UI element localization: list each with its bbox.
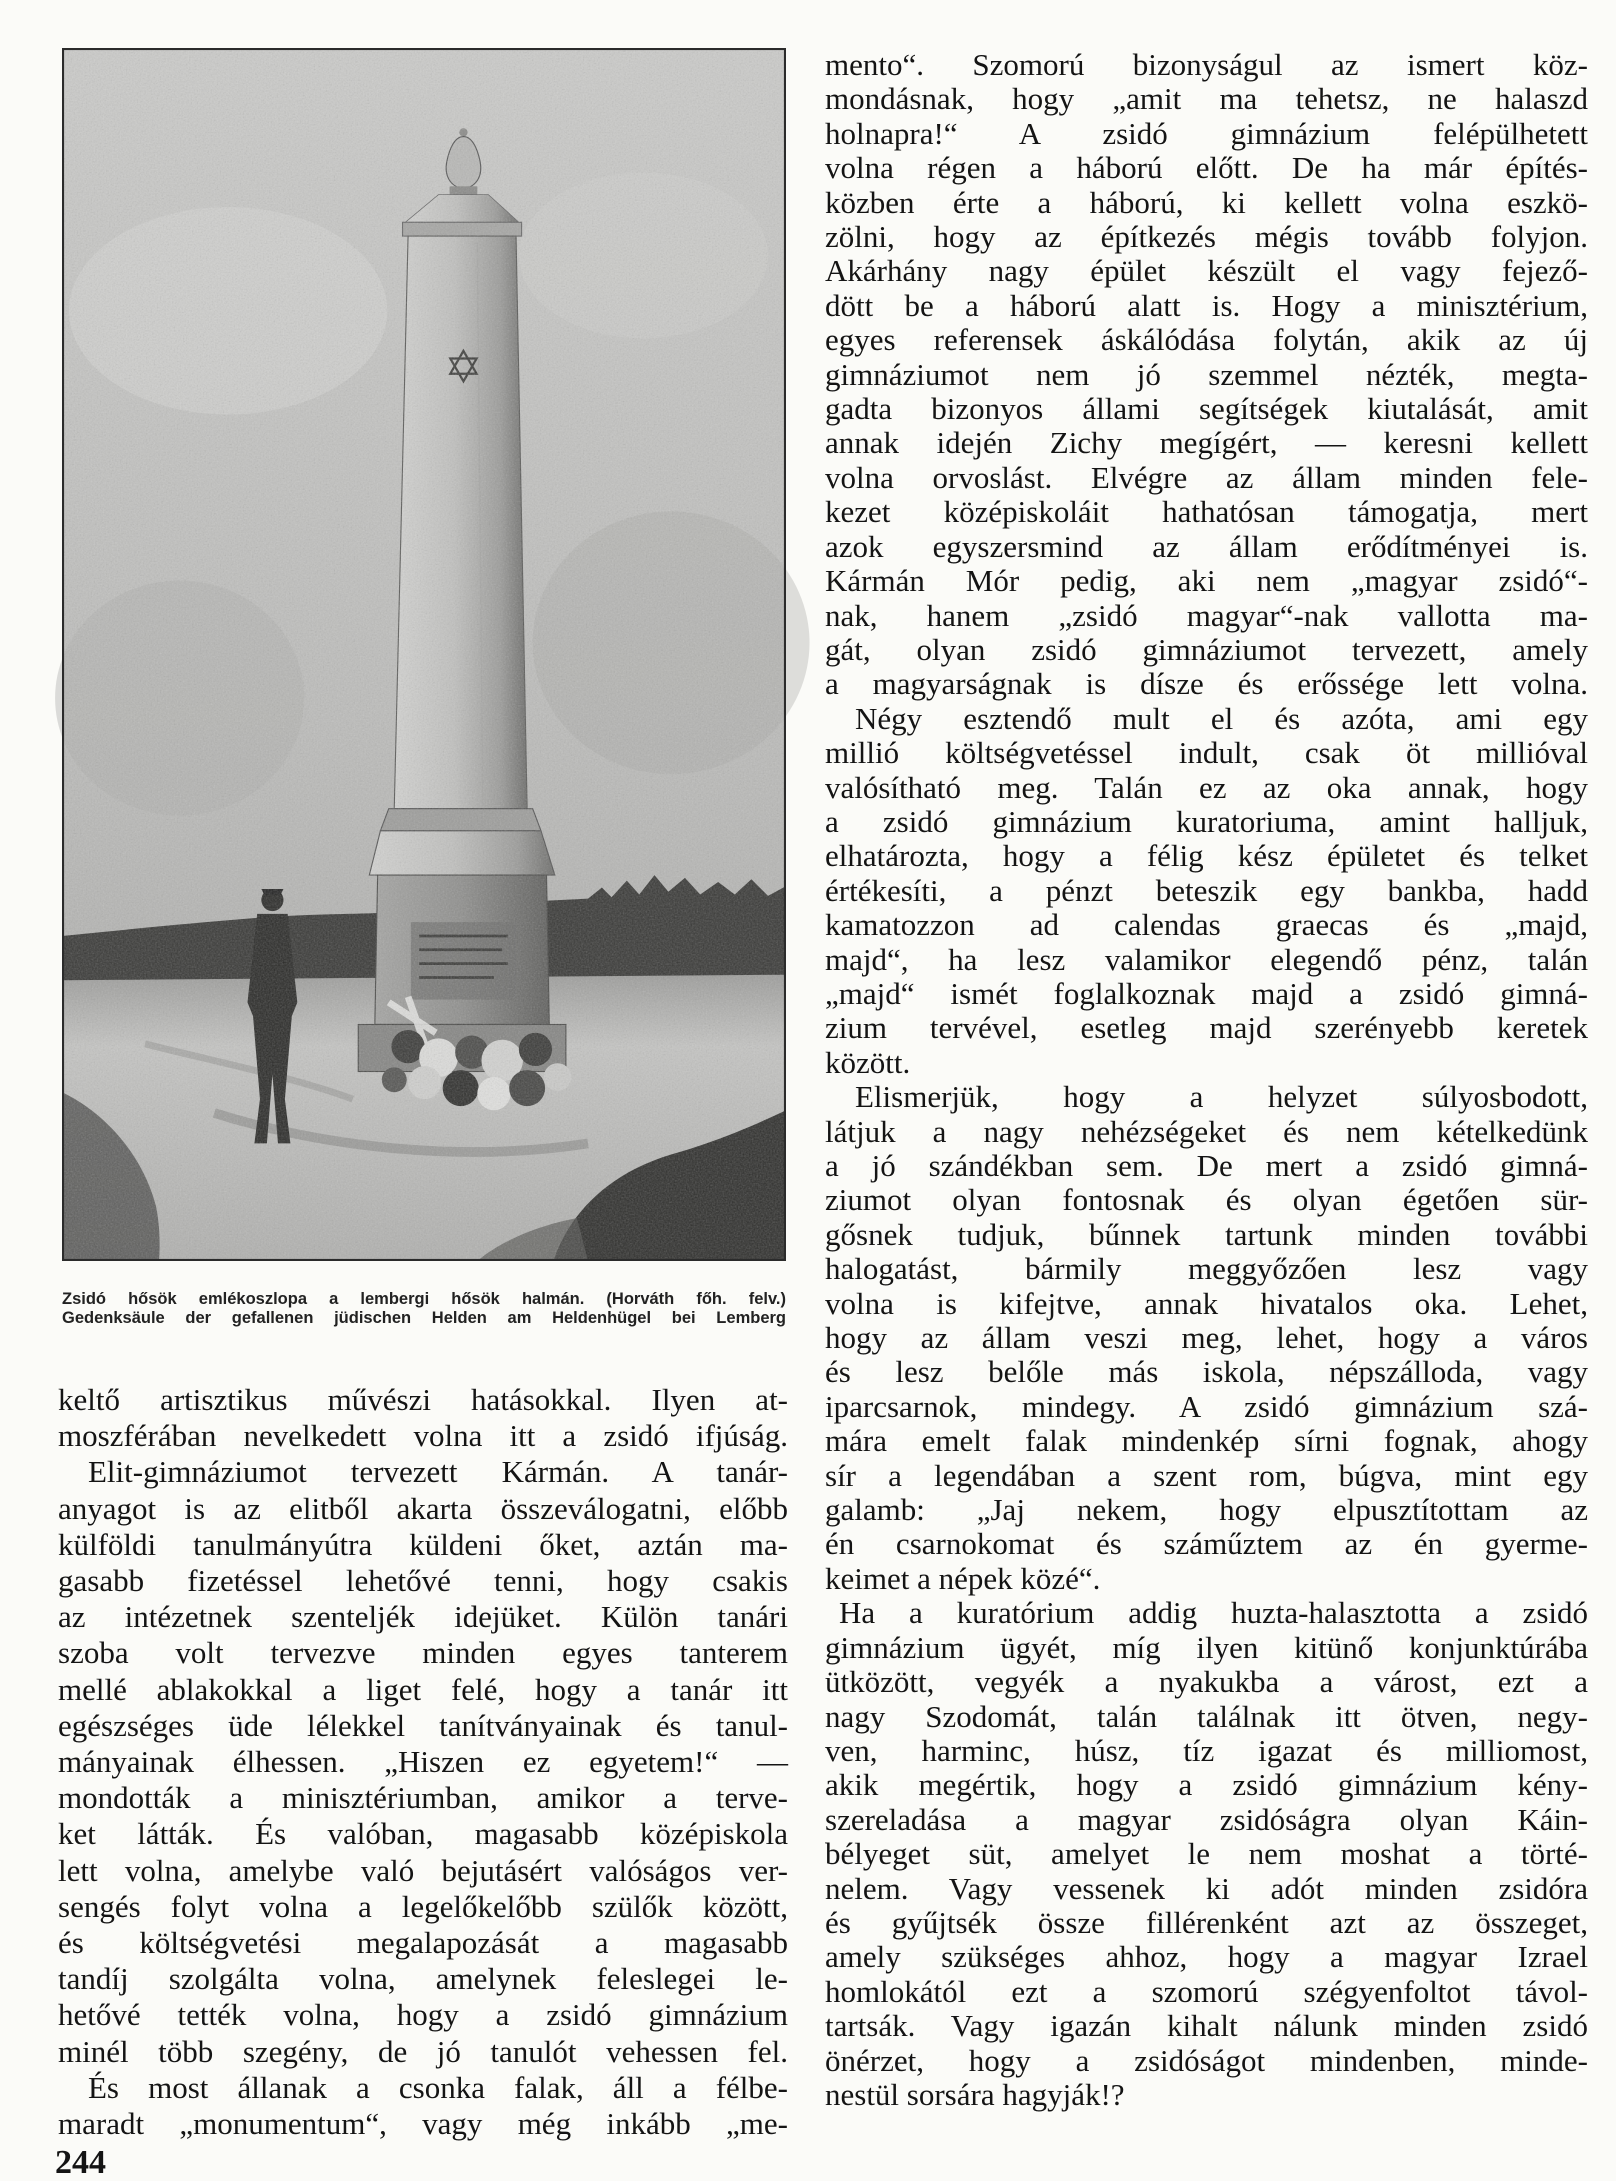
text-line: minél több szegény, de jó tanulót vehessen fel. bbox=[58, 2033, 788, 2069]
text-line: nelem. Vagy vessenek ki adót minden zsidóra bbox=[825, 1870, 1588, 1906]
text-line: mányainak élhessen. „Hiszen ez egyetem!“ — bbox=[58, 1744, 788, 1780]
text-line: és költségvetési megalapozását a magasabb bbox=[58, 1925, 788, 1961]
text-line: közben érte a háború, ki kellett volna eszkö- bbox=[825, 184, 1588, 220]
halftone-grain bbox=[62, 48, 786, 1261]
text-line: millió költségvetéssel indult, csak öt millióval bbox=[825, 735, 1588, 771]
text-line: bélyeget süt, amelyet le nem moshat a törté- bbox=[825, 1836, 1588, 1872]
caption-german: Gedenksäule der gefallenen jüdischen Helden am Heldenhügel bei Lemberg bbox=[62, 1309, 786, 1327]
text-line: és gyűjtsék össze fillérenként azt az összeget, bbox=[825, 1904, 1588, 1940]
text-line: mondásnak, hogy „amit ma tehetsz, ne halaszd bbox=[825, 81, 1588, 117]
text-line: valósítható meg. Talán ez az oka annak, hogy bbox=[825, 769, 1588, 805]
text-line: gősnek tudjuk, bűnnek tartunk minden további bbox=[825, 1216, 1588, 1252]
text-line: Elismerjük, hogy a helyzet súlyosbodott, bbox=[855, 1079, 1588, 1115]
text-line: Kármán Mór pedig, aki nem „magyar zsidó“- bbox=[825, 563, 1588, 599]
memorial-photo-image bbox=[62, 48, 786, 1261]
text-line: és lesz belőle más iskola, népszálloda, vagy bbox=[825, 1354, 1588, 1390]
text-line: anyagot is az elitből akarta összeválogatni, előbb bbox=[58, 1490, 788, 1526]
text-line: mondották a minisztériumban, amikor a terve- bbox=[58, 1780, 788, 1816]
text-line: értékesíti, a pénzt beteszik egy bankba, hadd bbox=[825, 872, 1588, 908]
text-line: galamb: „Jaj nekem, hogy elpusztítottam az bbox=[825, 1492, 1588, 1528]
text-line: zölni, hogy az építkezés mégis tovább folyjon. bbox=[825, 219, 1588, 255]
text-line: mento“. Szomorú bizonyságul az ismert köz- bbox=[825, 47, 1588, 82]
text-line: mellé ablakokkal a liget felé, hogy a tanár itt bbox=[58, 1671, 788, 1707]
text-line: nak, hanem „zsidó magyar“-nak vallotta ma- bbox=[825, 597, 1588, 633]
text-line: lett volna, amelybe való bejutásért valóságos ver- bbox=[58, 1852, 788, 1888]
text-line: gasabb fizetéssel lehetővé tenni, hogy csakis bbox=[58, 1563, 788, 1599]
text-line: volna orvoslást. Elvégre az állam minden fele- bbox=[825, 459, 1588, 495]
text-line: homlokától ezt a szomorú szégyenfoltot távol- bbox=[825, 1973, 1588, 2009]
text-line: gimnázium ügyét, míg ilyen kitünő konjunktúrába bbox=[825, 1629, 1588, 1665]
text-line: „majd“ ismét foglalkoznak majd a zsidó gimná- bbox=[825, 975, 1588, 1011]
text-line: hogy az állam veszi meg, lehet, hogy a város bbox=[825, 1320, 1588, 1356]
text-line: volna régen a háború előtt. De ha már építés- bbox=[825, 150, 1588, 186]
text-line: önérzet, hogy a zsidóságot mindenben, minde- bbox=[825, 2042, 1588, 2078]
text-line: akik megértik, hogy a zsidó gimnázium kény- bbox=[825, 1767, 1588, 1803]
text-line: egészséges üde lélekkel tanítványainak és tanul- bbox=[58, 1707, 788, 1743]
text-line: keimet a népek közé“. bbox=[825, 1560, 1101, 1596]
text-line: szereladása a magyar zsidóságra olyan Káin- bbox=[825, 1801, 1588, 1837]
text-line: iparcsarnok, mindegy. A zsidó gimnázium szá- bbox=[825, 1388, 1588, 1424]
text-line: ziumot olyan fontosnak és olyan égetően sür- bbox=[825, 1182, 1588, 1218]
right-text-column bbox=[825, 48, 1588, 2114]
text-line: gadta bizonyos állami segítségek kiutalását, amit bbox=[825, 391, 1588, 427]
text-line: Akárhány nagy épület készült el vagy fejező- bbox=[825, 253, 1588, 289]
text-line: annak idején Zichy megígért, — keresni kellett bbox=[825, 425, 1588, 461]
caption-hungarian: Zsidó hősök emlékoszlopa a lembergi hősök halmán. (Horváth főh. felv.) bbox=[62, 1290, 786, 1308]
text-line: Négy esztendő mult el és azóta, ami egy bbox=[855, 700, 1588, 736]
text-line: a magyarságnak is dísze és erőssége lett volna. bbox=[825, 666, 1588, 702]
text-line: ven, harminc, húsz, tíz igazat és milliomost, bbox=[825, 1732, 1588, 1768]
text-line: majd“, ha lesz valamikor elegendő pénz, talán bbox=[825, 941, 1588, 977]
text-line: moszférában nevelkedett volna itt a zsidó ifjúság. bbox=[58, 1418, 788, 1454]
text-line: kezet középiskoláit hathatósan támogatja, mert bbox=[825, 494, 1588, 530]
text-line: a zsidó gimnázium kuratoriuma, amint halljuk, bbox=[825, 803, 1588, 839]
text-line: látjuk a nagy nehézségeket és nem kételkedünk bbox=[825, 1113, 1588, 1149]
text-line: volna is kifejtve, annak hivatalos oka. Lehet, bbox=[825, 1285, 1588, 1321]
text-line: egyes referensek áskálódása folytán, akik az új bbox=[825, 322, 1588, 358]
text-line: nagy Szodomát, talán találnak itt ötven, negy- bbox=[825, 1698, 1588, 1734]
text-line: ütközött, vegyék a nyakukba a várost, ezt a bbox=[825, 1664, 1588, 1700]
text-line: tandíj szolgálta volna, amelynek feleslegei le- bbox=[58, 1961, 788, 1997]
left-text-column bbox=[58, 1382, 788, 2143]
page-number: 244 bbox=[55, 2144, 106, 2181]
text-line: sír a legendában a szent rom, búgva, mint egy bbox=[825, 1457, 1588, 1493]
text-line: elhatározta, hogy a félig kész épületet és telket bbox=[825, 838, 1588, 874]
text-line: dött be a háború alatt is. Hogy a minisztérium, bbox=[825, 287, 1588, 323]
text-line: hetővé tették volna, hogy a zsidó gimnázium bbox=[58, 1997, 788, 2033]
text-line: gát, olyan zsidó gimnáziumot tervezett, amely bbox=[825, 631, 1588, 667]
text-line: azok egyszersmind az állam erődítményei is. bbox=[825, 528, 1588, 564]
text-line: halogatást, bármily meggyőzően lesz vagy bbox=[825, 1251, 1588, 1287]
text-line: az intézetnek szenteljék idejüket. Külön tanári bbox=[58, 1599, 788, 1635]
text-line: nestül sorsára hagyják!? bbox=[825, 2076, 1125, 2112]
text-line: maradt „monumentum“, vagy még inkább „me- bbox=[58, 2106, 788, 2142]
text-line: amely szükséges ahhoz, hogy a magyar Izrael bbox=[825, 1939, 1588, 1975]
text-line: szoba volt tervezve minden egyes tanterem bbox=[58, 1635, 788, 1671]
text-line: külföldi tanulmányútra küldeni őket, aztán ma- bbox=[58, 1526, 788, 1562]
text-line: gimnáziumot nem jó szemmel nézték, megta- bbox=[825, 356, 1588, 392]
text-line: holnapra!“ A zsidó gimnázium felépülhetett bbox=[825, 115, 1588, 151]
text-line: És most állanak a csonka falak, áll a félbe- bbox=[88, 2069, 788, 2105]
text-line: Elit-gimnáziumot tervezett Kármán. A tanár- bbox=[88, 1454, 788, 1490]
text-line: tartsák. Vagy igazán kihalt nálunk minden zsidó bbox=[825, 2008, 1588, 2044]
text-line: kamatozzon ad calendas graecas és „majd, bbox=[825, 907, 1588, 943]
text-line: a jó szándékban sem. De mert a zsidó gimná- bbox=[825, 1148, 1588, 1183]
page-number-area bbox=[55, 2143, 145, 2181]
text-line: ket látták. És valóban, magasabb középiskola bbox=[58, 1816, 788, 1852]
memorial-photo bbox=[62, 48, 786, 1261]
text-line: én csarnokomat és száműztem az én gyerme- bbox=[825, 1526, 1588, 1562]
text-line: között. bbox=[825, 1044, 911, 1080]
text-line: zium tervével, esetleg majd szerényebb keretek bbox=[825, 1010, 1588, 1046]
text-line: keltő artisztikus művészi hatásokkal. Ilyen at- bbox=[58, 1382, 788, 1417]
photo-caption bbox=[62, 1290, 786, 1328]
text-line: mára emelt falak mindenkép sírni fognak, ahogy bbox=[825, 1423, 1588, 1459]
text-line: Ha a kuratórium addig huzta-halasztotta a zsidó bbox=[839, 1595, 1588, 1631]
text-line: sengés folyt volna a legelőkelőbb szülők között, bbox=[58, 1888, 788, 1924]
